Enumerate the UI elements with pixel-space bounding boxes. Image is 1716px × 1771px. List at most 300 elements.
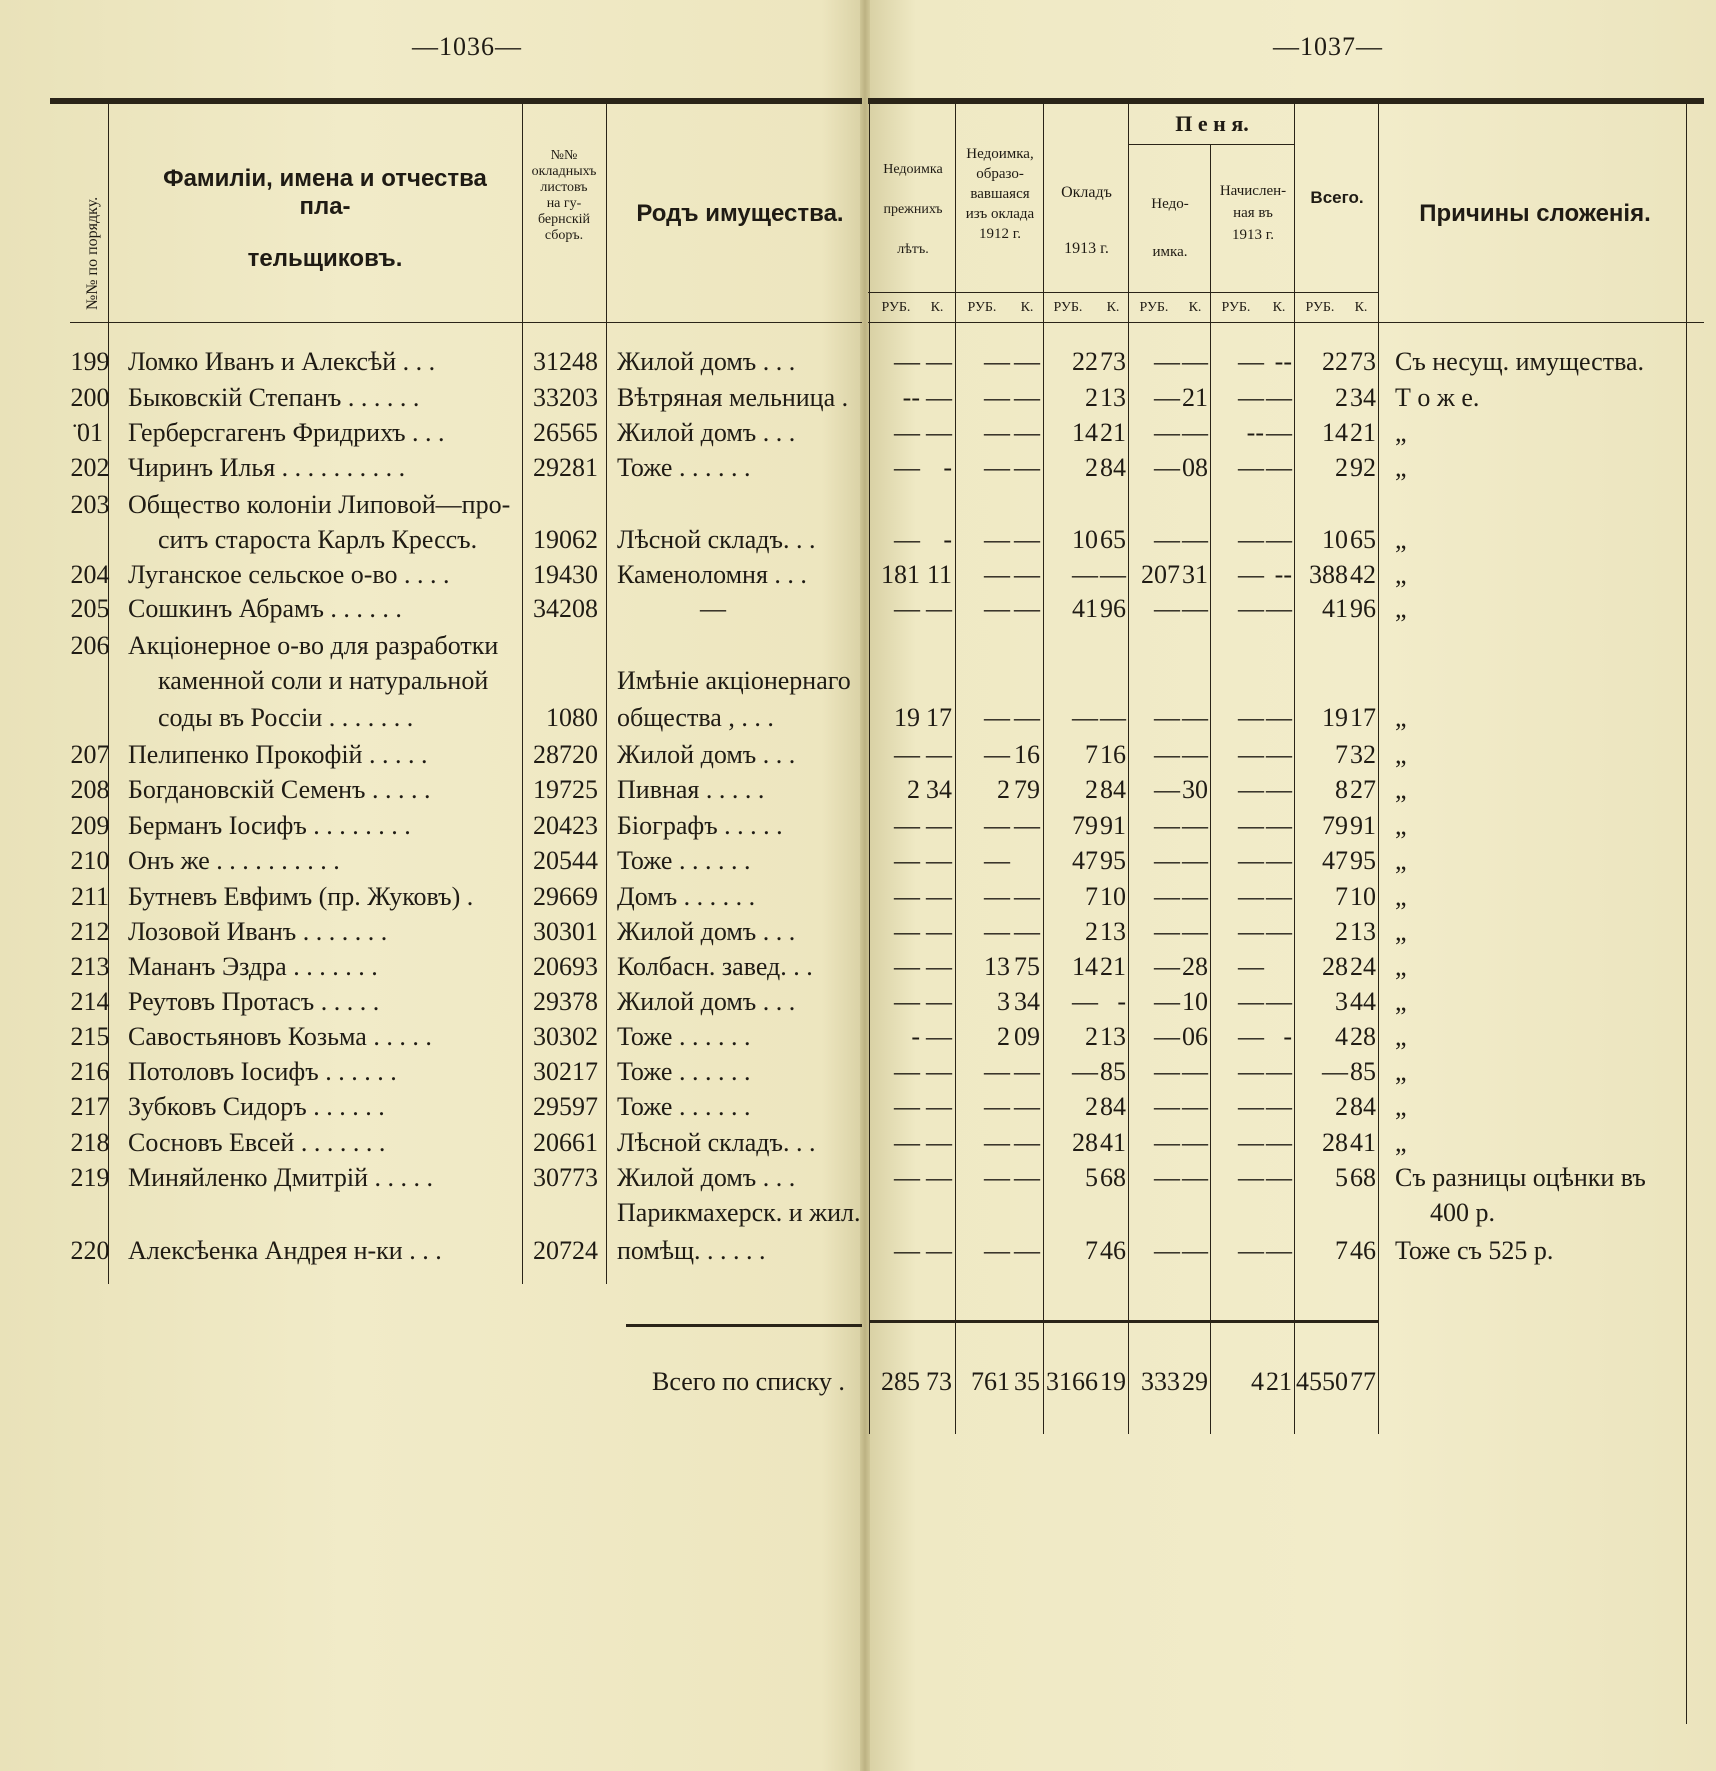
sheet-number: 29597 — [533, 1092, 598, 1121]
amount-b-kop: 16 — [1014, 740, 1040, 769]
amount-t-rub: 28 — [1322, 1128, 1348, 1157]
amount-t-kop: 24 — [1350, 952, 1376, 981]
table-row — [0, 701, 1716, 735]
unit-rub: РУБ. — [1139, 300, 1169, 315]
row-number: 207 — [70, 740, 110, 769]
amount-e-rub: — — [1238, 347, 1264, 376]
amount-t-kop: 27 — [1350, 775, 1376, 804]
amount-t-kop: 73 — [1350, 347, 1376, 376]
amount-e-rub: — — [1238, 917, 1264, 946]
property-type: Каменоломня . . . — [617, 560, 807, 589]
amount-b-rub: 2 — [997, 1022, 1010, 1051]
table-row — [0, 345, 1716, 379]
amount-t-kop: 68 — [1350, 1163, 1376, 1192]
total-label: Всего по списку . — [652, 1367, 845, 1396]
total-rule-right — [869, 1320, 1378, 1323]
amount-a-rub: — — [894, 846, 920, 875]
property-type: Жилой домъ . . . — [617, 347, 796, 376]
property-type: Жилой домъ . . . — [617, 917, 796, 946]
amount-c-kop: 95 — [1100, 846, 1126, 875]
amount-d-kop: — — [1182, 1128, 1208, 1157]
taxpayer-name: Потоловъ Іосифъ . . . . . . — [128, 1057, 397, 1086]
amount-a-kop: - — [943, 525, 952, 554]
table-row — [0, 915, 1716, 949]
amount-a-kop: — — [926, 347, 952, 376]
amount-c-rub: 47 — [1072, 846, 1098, 875]
cause-text: „ — [1395, 594, 1407, 623]
amount-t-rub: 2 — [1335, 453, 1348, 482]
table-row — [0, 844, 1716, 878]
taxpayer-name: Богдановскій Семенъ . . . . . — [128, 775, 431, 804]
amount-c-rub: 2 — [1085, 1022, 1098, 1051]
amount-d-kop: — — [1182, 1236, 1208, 1265]
table-row — [0, 950, 1716, 984]
sheet-number: 30301 — [533, 917, 598, 946]
amount-t-rub: 7 — [1335, 740, 1348, 769]
unit-rub: РУБ. — [1053, 300, 1083, 315]
cause-text: „ — [1395, 811, 1407, 840]
taxpayer-name: Миняйленко Дмитрій . . . . . — [128, 1163, 433, 1192]
row-number: 200 — [70, 383, 110, 412]
amount-e-rub: — — [1238, 846, 1264, 875]
property-type: Домъ . . . . . . — [617, 882, 756, 911]
taxpayer-name: соды въ Россіи . . . . . . . — [158, 703, 414, 732]
amount-a-kop: — — [926, 1128, 952, 1157]
header-name-2: тельщиковъ. — [247, 245, 403, 272]
total-t-rub: 4550 — [1296, 1367, 1348, 1396]
taxpayer-name: каменной соли и натуральной — [158, 666, 489, 695]
table-row — [0, 1126, 1716, 1160]
header-bottom-rule-right — [868, 322, 1704, 323]
taxpayer-name: Савостьяновъ Козьма . . . . . — [128, 1022, 432, 1051]
amount-a-rub: 2 — [907, 775, 920, 804]
property-type: Лѣсной складъ. . . — [617, 1128, 816, 1157]
amount-t-rub: 2 — [1335, 917, 1348, 946]
amount-t-kop: 10 — [1350, 882, 1376, 911]
amount-c-kop: 84 — [1100, 775, 1126, 804]
amount-d-kop: 08 — [1182, 453, 1208, 482]
amount-d-rub: — — [1154, 1163, 1180, 1192]
amount-e-kop: — — [1266, 453, 1292, 482]
unit-kop: К. — [1272, 300, 1286, 315]
amount-c-rub: 14 — [1072, 952, 1098, 981]
cause-text: „ — [1395, 775, 1407, 804]
amount-t-kop: 32 — [1350, 740, 1376, 769]
taxpayer-name: Реутовъ Протасъ . . . . . — [128, 987, 380, 1016]
sheet-number: 26565 — [533, 418, 598, 447]
amount-t-kop: 13 — [1350, 917, 1376, 946]
row-number: 210 — [70, 846, 110, 875]
total-c-rub: 3166 — [1046, 1367, 1098, 1396]
amount-d-rub: — — [1154, 882, 1180, 911]
amount-c-rub: 7 — [1085, 882, 1098, 911]
sheet-number: 34208 — [533, 594, 598, 623]
taxpayer-name: Чиринъ Илья . . . . . . . . . . — [128, 453, 406, 482]
amount-d-rub: — — [1154, 1092, 1180, 1121]
amount-c-kop: 13 — [1100, 917, 1126, 946]
amount-a-rub: — — [894, 952, 920, 981]
amount-t-rub: 47 — [1322, 846, 1348, 875]
cause-text: „ — [1395, 1092, 1407, 1121]
row-number: 199 — [70, 347, 110, 376]
property-type: общества , . . . — [617, 703, 774, 732]
unit-kop: К. — [1188, 300, 1202, 315]
amount-b-rub: — — [984, 1092, 1010, 1121]
amount-e-kop: — — [1266, 882, 1292, 911]
amount-b-rub: — — [984, 453, 1010, 482]
amount-a-kop: — — [926, 882, 952, 911]
amount-a-kop: — — [926, 594, 952, 623]
amount-e-kop: — — [1266, 703, 1292, 732]
amount-c-kop: 96 — [1100, 594, 1126, 623]
amount-b-rub: — — [984, 1236, 1010, 1265]
cause-text: „ — [1395, 1057, 1407, 1086]
amount-e-rub: — — [1238, 1022, 1264, 1051]
amount-d-kop: 30 — [1182, 775, 1208, 804]
taxpayer-name: Ломко Иванъ и Алексѣй . . . — [128, 347, 436, 376]
cause-text: „ — [1395, 882, 1407, 911]
cause-text: „ — [1395, 952, 1407, 981]
amount-e-kop: — — [1266, 917, 1292, 946]
amount-a-kop: — — [926, 811, 952, 840]
amount-t-kop: 34 — [1350, 383, 1376, 412]
amount-d-rub: — — [1154, 703, 1180, 732]
amount-a-rub: 19 — [894, 703, 920, 732]
amount-e-rub: — — [1238, 811, 1264, 840]
amount-d-kop: — — [1182, 846, 1208, 875]
cause-text: „ — [1395, 917, 1407, 946]
taxpayer-name: ситъ староста Карлъ Крессъ. — [158, 525, 478, 554]
amount-e-rub: — — [1238, 1128, 1264, 1157]
sheet-number: 29281 — [533, 453, 598, 482]
amount-c-kop: 65 — [1100, 525, 1126, 554]
amount-b-kop: — — [1014, 383, 1040, 412]
amount-e-kop: — — [1266, 1128, 1292, 1157]
amount-c-rub: — — [1072, 703, 1098, 732]
amount-e-rub: — — [1238, 453, 1264, 482]
header-penalty-arrears: Недо- имка. — [1151, 196, 1189, 260]
amount-a-rub: - — [911, 1022, 920, 1051]
amount-c-rub: 2 — [1085, 453, 1098, 482]
total-c-kop: 19 — [1100, 1367, 1126, 1396]
cause-text: Тоже съ 525 р. — [1395, 1236, 1554, 1265]
amount-a-rub: — — [894, 1163, 920, 1192]
amount-a-kop: 34 — [926, 775, 952, 804]
cause-text: „ — [1395, 703, 1407, 732]
amount-a-kop: — — [926, 740, 952, 769]
amount-b-kop: — — [1014, 703, 1040, 732]
row-number: 213 — [70, 952, 110, 981]
table-row — [0, 488, 1716, 522]
cause-text: Съ разницы оцѣнки въ — [1395, 1163, 1646, 1192]
sheet-number: 33203 — [533, 383, 598, 412]
sheet-number: 28720 — [533, 740, 598, 769]
row-number: 215 — [70, 1022, 110, 1051]
amount-a-rub: — — [894, 594, 920, 623]
table-row — [0, 1090, 1716, 1124]
amount-b-rub: — — [984, 1128, 1010, 1157]
amount-e-rub: — — [1238, 594, 1264, 623]
table-row — [0, 809, 1716, 843]
property-type: Имѣніе акціонернаго — [617, 666, 851, 695]
property-type: Колбасн. завед. . . — [617, 952, 813, 981]
amount-b-rub: — — [984, 525, 1010, 554]
amount-t-rub: 41 — [1322, 594, 1348, 623]
amount-c-rub: 41 — [1072, 594, 1098, 623]
property-type: Пивная . . . . . — [617, 775, 765, 804]
header-penalty-1913: Начислен- ная въ 1913 г. — [1219, 183, 1287, 243]
amount-b-kop: — — [1014, 1057, 1040, 1086]
amount-d-rub: — — [1154, 1128, 1180, 1157]
amount-d-kop: — — [1182, 1092, 1208, 1121]
amount-c-rub: — — [1072, 1057, 1098, 1086]
amount-b-rub: — — [984, 594, 1010, 623]
property-type: Тоже . . . . . . — [617, 1022, 751, 1051]
amount-b-rub: — — [984, 811, 1010, 840]
amount-a-kop: — — [926, 1092, 952, 1121]
amount-e-kop: — — [1266, 1057, 1292, 1086]
amount-b-kop: — — [1014, 1092, 1040, 1121]
unit-kop: К. — [1354, 300, 1368, 315]
amount-a-rub: — — [894, 1057, 920, 1086]
amount-e-kop: — — [1266, 1092, 1292, 1121]
amount-c-rub: — — [1072, 560, 1098, 589]
unit-kop: К. — [1106, 300, 1120, 315]
amount-d-kop: 21 — [1182, 383, 1208, 412]
amount-t-kop: 17 — [1350, 703, 1376, 732]
property-type: Тоже . . . . . . — [617, 1092, 751, 1121]
amount-c-kop: 84 — [1100, 453, 1126, 482]
amount-c-kop: 21 — [1100, 952, 1126, 981]
property-type: Вѣтряная мельница . — [617, 383, 849, 412]
amount-t-kop: 91 — [1350, 811, 1376, 840]
amount-a-rub: 181 — [881, 560, 920, 589]
amount-b-kop: 75 — [1014, 952, 1040, 981]
amount-b-rub: — — [984, 1057, 1010, 1086]
amount-t-kop: 21 — [1350, 418, 1376, 447]
amount-c-rub: 10 — [1072, 525, 1098, 554]
cause-text: „ — [1395, 525, 1407, 554]
amount-d-kop: 28 — [1182, 952, 1208, 981]
unit-rub: РУБ. — [1305, 300, 1335, 315]
table-row — [0, 629, 1716, 663]
header-total: Всего. — [1310, 188, 1364, 207]
amount-b-kop: — — [1014, 560, 1040, 589]
amount-e-kop: — — [1266, 846, 1292, 875]
amount-t-kop: 84 — [1350, 1092, 1376, 1121]
amount-b-rub: 13 — [984, 952, 1010, 981]
amount-b-rub: — — [984, 703, 1010, 732]
amount-d-rub: — — [1154, 525, 1180, 554]
property-type: помѣщ. . . . . . — [617, 1236, 766, 1265]
amount-a-kop: 11 — [926, 560, 952, 589]
amount-t-rub: 14 — [1322, 418, 1348, 447]
amount-a-kop: - — [943, 453, 952, 482]
amount-d-kop: — — [1182, 1163, 1208, 1192]
amount-c-kop: 21 — [1100, 418, 1126, 447]
amount-c-rub: 7 — [1085, 740, 1098, 769]
amount-b-rub: — — [984, 383, 1010, 412]
taxpayer-name: Бутневъ Евфимъ (пр. Жуковъ) . — [128, 882, 474, 911]
amount-a-kop: — — [926, 1057, 952, 1086]
amount-d-rub: — — [1154, 594, 1180, 623]
unit-kop: К. — [1020, 300, 1034, 315]
taxpayer-name: Пелипенко Прокофій . . . . . — [128, 740, 428, 769]
amount-e-kop: — — [1266, 418, 1292, 447]
taxpayer-name: Герберсгагенъ Фридрихъ . . . — [128, 418, 445, 447]
amount-e-rub: — — [1238, 703, 1264, 732]
row-number: 211 — [70, 882, 110, 911]
amount-t-kop: 95 — [1350, 846, 1376, 875]
taxpayer-name: Сосновъ Евсей . . . . . . . — [128, 1128, 386, 1157]
row-number: 205 — [70, 594, 110, 623]
amount-t-kop: 65 — [1350, 525, 1376, 554]
page-number-right: —1037— — [1273, 32, 1383, 61]
amount-c-rub: 2 — [1085, 1092, 1098, 1121]
property-type: Жилой домъ . . . — [617, 1163, 796, 1192]
amount-a-rub: — — [894, 1236, 920, 1265]
amount-a-rub: — — [894, 347, 920, 376]
amount-t-rub: 7 — [1335, 1236, 1348, 1265]
amount-c-rub: 2 — [1085, 917, 1098, 946]
total-a-kop: 73 — [926, 1367, 952, 1396]
table-row — [0, 738, 1716, 772]
sheet-number: 29378 — [533, 987, 598, 1016]
amount-b-rub: 3 — [997, 987, 1010, 1016]
amount-a-kop: — — [926, 1236, 952, 1265]
table-row — [0, 523, 1716, 557]
amount-t-rub: 7 — [1335, 882, 1348, 911]
amount-b-kop: — — [1014, 418, 1040, 447]
amount-d-rub: — — [1154, 1057, 1180, 1086]
amount-e-rub: — — [1238, 560, 1264, 589]
amount-d-kop: — — [1182, 882, 1208, 911]
amount-b-rub: — — [984, 917, 1010, 946]
table-row — [0, 1196, 1716, 1230]
amount-c-kop: 73 — [1100, 347, 1126, 376]
property-type: Лѣсной складъ. . . — [617, 525, 816, 554]
row-number: 220 — [70, 1236, 110, 1265]
row-number: 203 — [70, 490, 110, 519]
amount-e-rub: — — [1238, 882, 1264, 911]
amount-a-kop: — — [926, 846, 952, 875]
amount-b-kop: — — [1014, 917, 1040, 946]
amount-a-rub: — — [894, 917, 920, 946]
amount-d-rub: — — [1154, 846, 1180, 875]
unit-rub: РУБ. — [1221, 300, 1251, 315]
taxpayer-name: Онъ же . . . . . . . . . . — [128, 846, 340, 875]
amount-a-rub: — — [894, 987, 920, 1016]
cause-text: „ — [1395, 740, 1407, 769]
total-b-kop: 35 — [1014, 1367, 1040, 1396]
amount-t-rub: 28 — [1322, 952, 1348, 981]
amount-e-rub: — — [1238, 1236, 1264, 1265]
row-number: 218 — [70, 1128, 110, 1157]
amount-c-kop: 46 — [1100, 1236, 1126, 1265]
amount-b-kop: — — [1014, 1236, 1040, 1265]
amount-d-rub: — — [1154, 1022, 1180, 1051]
row-number: 209 — [70, 811, 110, 840]
amount-d-kop: 31 — [1182, 560, 1208, 589]
cause-text: „ — [1395, 1022, 1407, 1051]
amount-e-kop: - — [1283, 1022, 1292, 1051]
table-row — [0, 1055, 1716, 1089]
total-d-kop: 29 — [1182, 1367, 1208, 1396]
page-number-left: —1036— — [412, 32, 522, 61]
taxpayer-name: Алексѣенка Андрея н-ки . . . — [128, 1236, 442, 1265]
amount-t-rub: 2 — [1335, 1092, 1348, 1121]
amount-d-rub: — — [1154, 917, 1180, 946]
unit-kop: К. — [930, 300, 944, 315]
amount-d-rub: — — [1154, 383, 1180, 412]
header-penalty: П е н я. — [1175, 111, 1249, 136]
amount-b-kop: — — [1014, 594, 1040, 623]
header-name-1: Фамиліи, имена и отчества пла- — [163, 165, 487, 220]
amount-a-rub: -- — [902, 383, 920, 412]
amount-t-rub: 8 — [1335, 775, 1348, 804]
row-number: 216 — [70, 1057, 110, 1086]
amount-e-kop: — — [1266, 594, 1292, 623]
amount-d-rub: — — [1154, 347, 1180, 376]
amount-t-kop: 85 — [1350, 1057, 1376, 1086]
top-rule-right — [868, 98, 1704, 104]
amount-t-kop: 92 — [1350, 453, 1376, 482]
table-row — [0, 558, 1716, 592]
amount-t-kop: 28 — [1350, 1022, 1376, 1051]
amount-d-kop: 10 — [1182, 987, 1208, 1016]
table-row — [0, 664, 1716, 698]
sheet-number: 20423 — [533, 811, 598, 840]
total-e-rub: 4 — [1251, 1367, 1264, 1396]
table-row — [0, 773, 1716, 807]
amount-b-kop: — — [1014, 525, 1040, 554]
cause-text: „ — [1395, 987, 1407, 1016]
row-number: 202 — [70, 453, 110, 482]
amount-a-kop: — — [926, 383, 952, 412]
amount-c-kop: 91 — [1100, 811, 1126, 840]
amount-e-rub: — — [1238, 987, 1264, 1016]
amount-d-kop: — — [1182, 703, 1208, 732]
amount-t-kop: 42 — [1350, 560, 1376, 589]
sheet-number: 30217 — [533, 1057, 598, 1086]
amount-d-rub: — — [1154, 775, 1180, 804]
amount-c-kop: 16 — [1100, 740, 1126, 769]
header-property: Родъ имущества. — [636, 200, 844, 227]
amount-e-rub: — — [1238, 775, 1264, 804]
amount-a-kop: — — [926, 1163, 952, 1192]
taxpayer-name: Луганское сельское о-во . . . . — [128, 560, 450, 589]
table-row — [0, 1234, 1716, 1268]
property-type: Тоже . . . . . . — [617, 1057, 751, 1086]
amount-c-kop: 13 — [1100, 1022, 1126, 1051]
amount-b-rub: 2 — [997, 775, 1010, 804]
amount-d-kop: — — [1182, 917, 1208, 946]
amount-c-rub: 5 — [1085, 1163, 1098, 1192]
amount-d-kop: — — [1182, 594, 1208, 623]
table-row — [0, 592, 1716, 626]
amount-d-rub: — — [1154, 418, 1180, 447]
sheet-number: 1080 — [546, 703, 598, 732]
amount-a-rub: — — [894, 418, 920, 447]
cause-text: 400 р. — [1430, 1198, 1495, 1227]
header-sheets: №№ окладныхъ листовъ на гу- бернскій сборъ. — [531, 148, 597, 243]
property-type: Тоже . . . . . . — [617, 846, 751, 875]
amount-b-kop: 09 — [1014, 1022, 1040, 1051]
amount-e-kop: -- — [1274, 347, 1292, 376]
amount-a-kop: — — [926, 418, 952, 447]
amount-d-kop: — — [1182, 525, 1208, 554]
sheet-number: 31248 — [533, 347, 598, 376]
